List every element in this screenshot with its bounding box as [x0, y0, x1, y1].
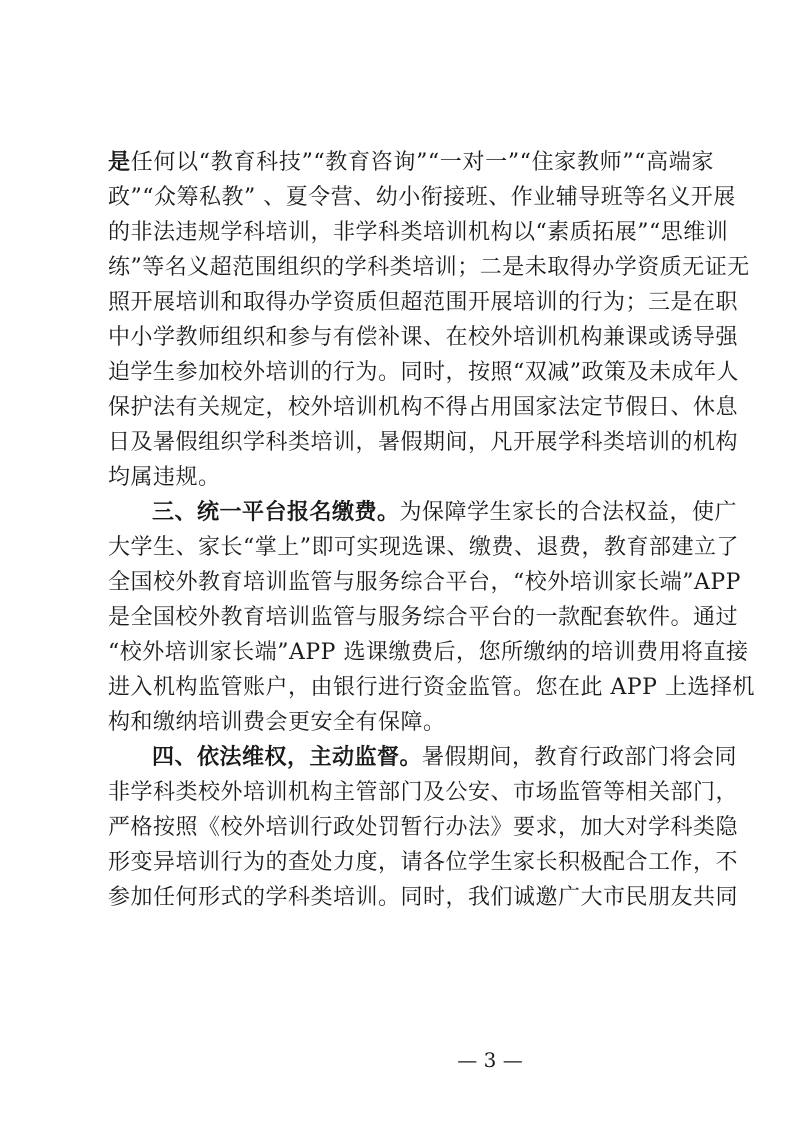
text-line [108, 145, 714, 180]
line-text: 全国校外教育培训监管与服务综合平台，“校外培训家长端”APP [108, 570, 741, 595]
text-line [108, 180, 736, 215]
line-text: 的非法违规学科培训，非学科类培训机构以“素质拓展”“思维训 [108, 220, 729, 245]
text-line [108, 495, 738, 530]
line-text: 均属违规。 [108, 465, 221, 490]
line-text: 保护法有关规定，校外培训机构不得占用国家法定节假日、休息 [108, 395, 739, 420]
text-line [108, 670, 755, 705]
inline-bold-text: 是 [108, 149, 131, 175]
section-three-paragraph [108, 495, 755, 740]
text-line [108, 635, 749, 670]
line-text: 是全国校外教育培训监管与服务综合平台的一款配套软件。通过 [108, 605, 739, 630]
text-line [108, 530, 739, 565]
text-line [108, 355, 739, 390]
text-line [108, 565, 741, 600]
line-text: 日及暑假组织学科类培训，暑假期间，凡开展学科类培训的机构 [108, 430, 739, 455]
section-four-heading: 四、依法维权，主动监督。 [152, 744, 423, 770]
line-text: 照开展培训和取得办学资质但超范围开展培训的行为；三是在职 [108, 290, 739, 315]
text-line [108, 425, 739, 460]
line-text: 严格按照《校外培训行政处罚暂行办法》要求，加大对学科类隐 [108, 815, 739, 840]
document-body [108, 145, 755, 915]
line-text: 暑假期间，教育行政部门将会同 [422, 745, 738, 770]
text-line [108, 390, 739, 425]
text-line [108, 460, 714, 495]
section-four-paragraph [108, 740, 739, 915]
text-line [108, 810, 739, 845]
line-text: 练”等名义超范围组织的学科类培训；二是未取得办学资质无证无 [108, 255, 750, 280]
text-line [108, 845, 739, 880]
line-text: 迫学生参加校外培训的行为。同时，按照“双减”政策及未成年人 [108, 360, 739, 385]
line-text: 为保障学生家长的合法权益，使广 [399, 500, 738, 525]
section-three-heading: 三、统一平台报名缴费。 [152, 499, 400, 525]
line-text: 非学科类校外培训机构主管部门及公安、市场监管等相关部门， [108, 780, 739, 805]
line-text: 任何以“教育科技”“教育咨询”“一对一”“住家教师”“高端家 [130, 150, 714, 175]
line-text: 形变异培训行为的查处力度，请各位学生家长积极配合工作，不 [108, 850, 739, 875]
line-text: 大学生、家长“掌上”即可实现选课、缴费、退费，教育部建立了 [108, 535, 739, 560]
line-text: 政”“众筹私教” 、夏令营、幼小衔接班、作业辅导班等名义开展 [108, 185, 736, 210]
text-line [108, 880, 739, 915]
line-text: 构和缴纳培训费会更安全有保障。 [108, 710, 446, 735]
text-line [108, 705, 714, 740]
text-line [108, 740, 738, 775]
text-line [108, 250, 750, 285]
text-line [108, 215, 729, 250]
text-line [108, 320, 739, 355]
line-text: 进入机构监管账户，由银行进行资金监管。您在此 APP 上选择机 [108, 675, 755, 700]
paragraph-continuation [108, 145, 750, 495]
line-text: 参加任何形式的学科类培训。同时，我们诚邀广大市民朋友共同 [108, 885, 739, 910]
page-number: — 3 — [457, 1048, 523, 1072]
line-text: 中小学教师组织和参与有偿补课、在校外培训机构兼课或诱导强 [108, 325, 739, 350]
text-line [108, 285, 739, 320]
text-line [108, 600, 739, 635]
text-line [108, 775, 739, 810]
line-text: “校外培训家长端”APP 选课缴费后，您所缴纳的培训费用将直接 [108, 640, 749, 665]
